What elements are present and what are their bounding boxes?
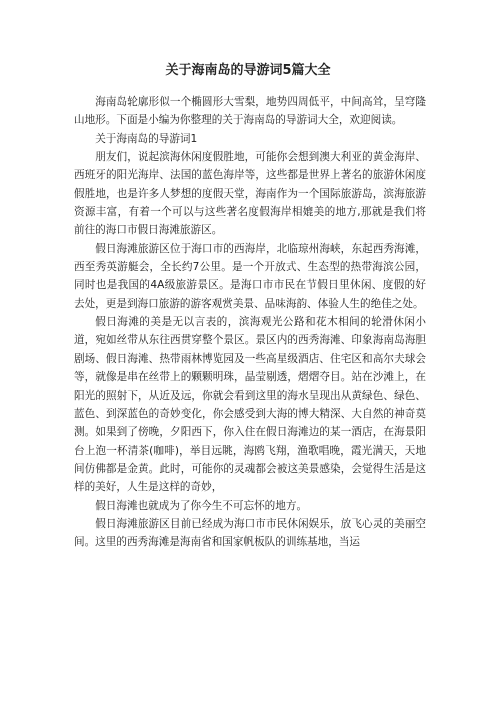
body-paragraph: 假日海滩旅游区目前已经成为海口市市民休闲娱乐，放飞心灵的美丽空间。这里的西秀海滩是海南省和国家帆板队的训练基地，当运 [74,517,426,549]
body-paragraph: 假日海滩也就成为了你今生不可忘怀的地方。 [95,499,308,512]
body-paragraph: 假日海滩的美是无以言表的，滨海观光公路和花木相间的轮滑休闲小道，宛如丝带从东往西贯穿整个景区。景区内的西秀海滩、印象海南岛海胆剧场、假日海滩、热带雨林博览园及一些高星级酒店、住宅区和高尔夫球会等，就像是串在丝带上的颗颗明珠，晶莹剔透，熠熠夺目。站在沙滩上，在阳光的照射下，从近及远，你就会看到这里的海水呈现出从黄绿色、绿色、蓝色、到深蓝色的奇妙变化，你会感受到大海的博大精深、大自然的神奇莫测。如果到了傍晚，夕阳西下，你入住在假日海滩边的某一酒店，在海景阳台上泡一杯清茶(咖啡)，举目远眺，海鸥飞翔，渔歌唱晚，霞光满天，天地间仿佛都是金黄。此时，可能你的灵魂都会被这美景感染，会觉得生活是这样的美好，人生是这样的奇妙， [74,316,426,494]
body-paragraph: 假日海滩旅游区位于海口市的西海岸，北临琼州海峡，东起西秀海滩，西至秀英游艇会，全长约7公里。是一个开放式、生态型的热带海滨公园，同时也是我国的4A级旅游景区。是海口市市民在节假日里休闲、度假的好去处，更是到海口旅游的游客观赏美景、品味海韵、体验人生的绝佳之处。 [74,242,426,310]
document-title: 关于海南岛的导游词5篇大全 [165,63,331,78]
document-body [74,93,426,552]
body-paragraph: 朋友们，说起滨海休闲度假胜地，可能你会想到澳大利亚的黄金海岸、西班牙的阳光海岸、法国的蓝色海岸等，这些都是世界上著名的旅游休闲度假胜地，也是许多人梦想的度假天堂，海南作为一个国际旅游岛，滨海旅游资源丰富，有着一个可以与这些著名度假海岸相媲美的地方,那就是我们将前往的海口市假日海滩旅游区。 [74,151,426,237]
intro-paragraph: 海南岛轮廓形似一个椭圆形大雪梨，地势四周低平，中间高耸，呈穹隆山地形。下面是小编为你整理的关于海南岛的导游词大全，欢迎阅读。 [74,96,426,127]
section-heading: 关于海南岛的导游词1 [95,132,198,145]
